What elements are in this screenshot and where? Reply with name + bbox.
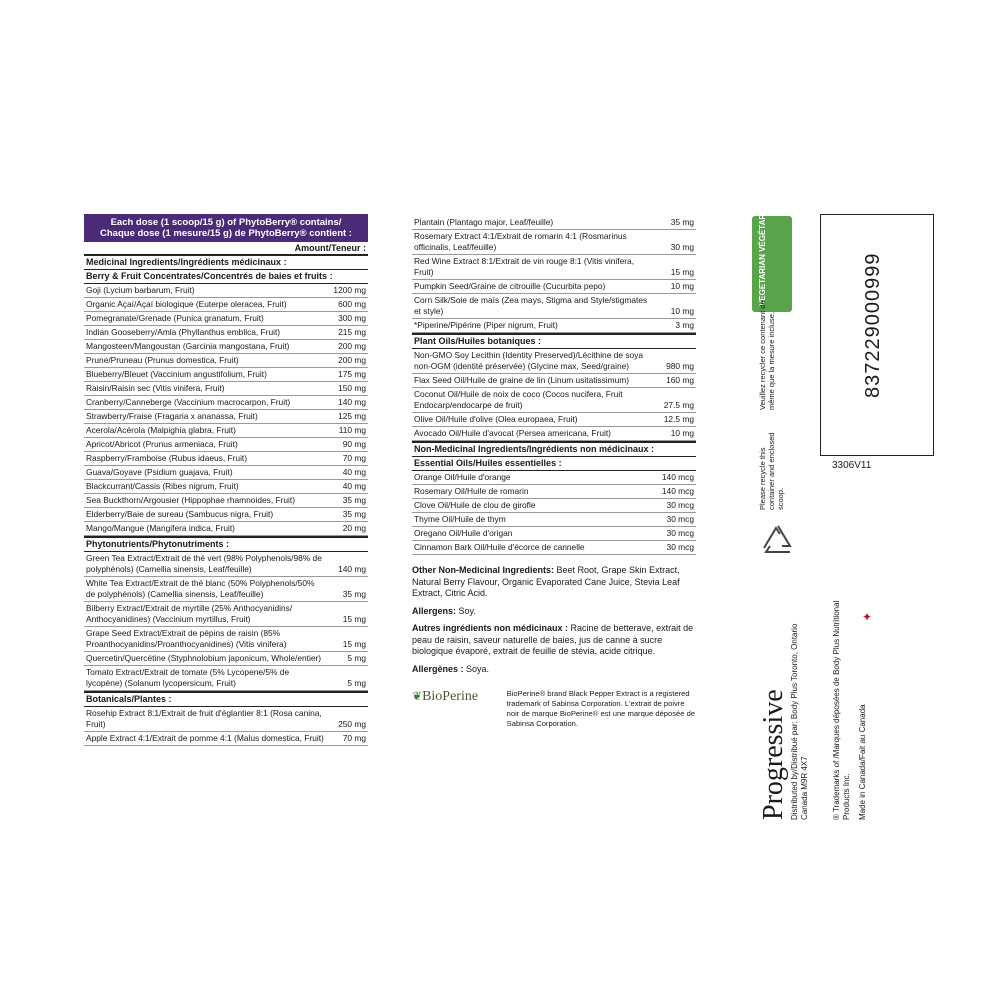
amount-heading: Amount/Teneur : [84, 242, 368, 256]
ingredient-amount: 300 mg [338, 313, 366, 323]
ingredient-amount: 250 mg [338, 719, 366, 729]
ingredient-amount: 12.5 mg [663, 414, 694, 424]
berry-title: Berry & Fruit Concentrates/Concentrés de baies et fruits : [84, 270, 368, 284]
ingredient-name: Rosemary Extract 4:1/Extrait de romarin 4:1 (Rosmarinus officinalis, Leaf/feuille) [414, 231, 627, 252]
upc-number: 837229000999 [862, 252, 884, 398]
ingredient-name: Blackcurrant/Cassis (Ribes nigrum, Fruit) [86, 481, 239, 491]
allergens-en [412, 606, 696, 618]
medicinal-title: Medicinal Ingredients/Ingrédients médicinaux : [84, 256, 368, 270]
vegetarian-text: VEGETARIAN VÉGÉTARIEN [758, 200, 767, 306]
ingredient-row [84, 340, 368, 354]
made-in-text: Made in Canada/Fait au Canada [858, 704, 867, 820]
ingredient-amount: 110 mg [338, 425, 366, 435]
ingredient-row [84, 396, 368, 410]
ingredient-name: Mangosteen/Mangoustan (Garcinia mangostana, Fruit) [86, 341, 290, 351]
ingredient-name: Grape Seed Extract/Extrait de pépins de raisin (85% Proanthocyanidins/Proanthocyanidines) (Vitis vinifera) [86, 628, 287, 649]
ingredient-amount: 10 mg [670, 306, 694, 316]
ingredient-amount: 40 mg [342, 467, 366, 477]
other-ingredients-fr-text: Racine de betterave, extrait de peau de raisin, saveur naturelle de baies, jus de canne à sucre biologique évaporé, extrait de feuille de stévia, acide citrique. [412, 623, 694, 656]
ingredient-amount: 30 mcg [666, 542, 694, 552]
ingredient-row [84, 508, 368, 522]
ingredient-row [84, 480, 368, 494]
ingredient-row [84, 707, 368, 732]
ingredient-name: Green Tea Extract/Extrait de thé vert (98% Polyphenols/98% de polyphénols) (Camellia sinensis, Leaf/feuille) [86, 553, 322, 574]
ingredient-amount: 980 mg [666, 361, 694, 371]
ingredient-name: Guava/Goyave (Psidium guajava, Fruit) [86, 467, 233, 477]
other-ingredients-en [412, 565, 696, 600]
allergens-fr [412, 664, 696, 676]
other-ingredients-fr [412, 623, 696, 658]
botanicals-title: Botanicals/Plantes : [84, 691, 368, 707]
ingredient-row [84, 382, 368, 396]
ingredient-row [84, 494, 368, 508]
ingredient-row [84, 577, 368, 602]
ingredient-amount: 35 mg [342, 495, 366, 505]
ingredient-row [412, 471, 696, 485]
ingredient-name: Non-GMO Soy Lecithin (Identity Preserved)/Lécithine de soya non-OGM (identité préservée) (Glycine max, Seed/graine) [414, 350, 644, 371]
ingredient-name: Acerola/Acérola (Malpighia glabra, Fruit) [86, 425, 236, 435]
ingredient-row [84, 424, 368, 438]
ingredient-row [84, 298, 368, 312]
ingredient-name: Avocado Oil/Huile d'avocat (Persea americana, Fruit) [414, 428, 611, 438]
ingredient-name: White Tea Extract/Extrait de thé blanc (50% Polyphenols/50% de polyphénols) (Camellia sinensis, Leaf/feuille) [86, 578, 315, 599]
ingredient-row [84, 666, 368, 691]
vegetarian-badge [752, 200, 792, 312]
other-ingredients-fr-label: Autres ingrédients non médicinaux : [412, 623, 569, 633]
phyto-title: Phytonutrients/Phytonutriments : [84, 536, 368, 552]
plant-oils-list [412, 349, 696, 441]
ingredient-name: Sea Buckthorn/Argousier (Hippophae rhamnoides, Fruit) [86, 495, 296, 505]
header-line-2: Chaque dose (1 mesure/15 g) de PhytoBerry® contient : [100, 228, 352, 239]
essential-oils-title: Essential Oils/Huiles essentielles : [412, 457, 696, 471]
botanicals-list [84, 707, 368, 746]
other-ingredients-en-text: Beet Root, Grape Skin Extract, Natural Berry Flavour, Organic Evaporated Cane Juice, Stevia Leaf Extract, Citric Acid. [412, 565, 680, 598]
ingredient-name: Prune/Pruneau (Prunus domestica, Fruit) [86, 355, 239, 365]
botanicals-continued-list [412, 216, 696, 333]
ingredient-name: Corn Silk/Soie de maïs (Zea mays, Stigma and Style/stigmates et style) [414, 295, 648, 316]
ingredient-name: Mango/Mangue (Mangifera indica, Fruit) [86, 523, 235, 533]
ingredient-amount: 215 mg [338, 327, 366, 337]
ingredient-row [412, 388, 696, 413]
ingredient-name: Strawberry/Fraise (Fragaria x ananassa, Fruit) [86, 411, 258, 421]
ingredient-amount: 70 mg [342, 453, 366, 463]
ingredient-amount: 140 mg [338, 397, 366, 407]
ingredient-name: Thyme Oil/Huile de thym [414, 514, 506, 524]
phyto-list [84, 552, 368, 691]
ingredient-amount: 5 mg [347, 678, 366, 688]
ingredient-amount: 30 mcg [666, 500, 694, 510]
ingredient-row [412, 527, 696, 541]
ingredient-name: Oregano Oil/Huile d'origan [414, 528, 513, 538]
ingredient-name: Pumpkin Seed/Graine de citrouille (Cucurbita pepo) [414, 281, 606, 291]
berry-list [84, 284, 368, 536]
ingredient-amount: 10 mg [670, 428, 694, 438]
table-header [84, 214, 368, 242]
ingredient-amount: 15 mg [342, 614, 366, 624]
ingredient-amount: 200 mg [338, 341, 366, 351]
ingredient-name: Organic Açaí/Açaí biologique (Euterpe oleracea, Fruit) [86, 299, 287, 309]
ingredient-amount: 10 mg [670, 281, 694, 291]
supplement-facts-table-left [84, 214, 368, 746]
ingredient-row [412, 349, 696, 374]
ingredient-row [412, 280, 696, 294]
allergens-fr-text: Soya. [463, 663, 490, 674]
ingredient-row [84, 732, 368, 746]
ingredient-amount: 1200 mg [333, 285, 366, 295]
ingredient-amount: 35 mg [342, 509, 366, 519]
leaf-icon: ❦ [412, 689, 423, 703]
ingredient-name: Raisin/Raisin sec (Vitis vinifera, Fruit) [86, 383, 225, 393]
allergens-fr-label: Allergènes : [412, 663, 464, 674]
allergens-en-text: Soy. [456, 605, 476, 616]
ingredient-row [412, 427, 696, 441]
ingredient-name: Quercetin/Quercétine (Styphnolobium japonicum, Whole/entier) [86, 653, 322, 663]
lot-code: 3306V11 [832, 460, 872, 471]
ingredient-row [84, 452, 368, 466]
ingredient-name: Pomegranate/Grenade (Punica granatum, Fruit) [86, 313, 264, 323]
ingredient-name: Apricot/Abricot (Prunus armeniaca, Fruit) [86, 439, 238, 449]
ingredient-row [412, 319, 696, 333]
non-medicinal-title: Non-Medicinal Ingredients/Ingrédients non médicinaux : [412, 441, 696, 457]
ingredient-row [84, 552, 368, 577]
ingredient-amount: 30 mg [670, 242, 694, 252]
ingredient-name: *Piperine/Pipérine (Piper nigrum, Fruit) [414, 320, 558, 330]
distributor-text: Distributed by/Distribué par: Body Plus Toronto, Ontario Canada M9R 4X7 [790, 623, 809, 820]
ingredient-row [412, 216, 696, 230]
ingredient-amount: 125 mg [338, 411, 366, 421]
recycle-text-fr: Veuillez recycler ce contenant de même que la mesure incluse. [758, 300, 776, 410]
ingredient-row [412, 294, 696, 319]
bioperine-logo-text: BioPerine [422, 689, 479, 704]
ingredient-row [84, 410, 368, 424]
ingredient-row [84, 466, 368, 480]
ingredient-amount: 175 mg [338, 369, 366, 379]
ingredient-amount: 90 mg [342, 439, 366, 449]
ingredient-row [412, 374, 696, 388]
brand-logo: Progressive [758, 689, 789, 820]
ingredient-row [84, 627, 368, 652]
ingredient-name: Flax Seed Oil/Huile de graine de lin (Linum usitatissimum) [414, 375, 630, 385]
ingredient-name: Tomato Extract/Extrait de tomate (5% Lycopene/5% de lycopène) (Solanum lycopersicum, Fruit) [86, 667, 290, 688]
ingredient-name: Red Wine Extract 8:1/Extrait de vin rouge 8:1 (Vitis vinifera, Fruit) [414, 256, 635, 277]
ingredient-name: Orange Oil/Huile d'orange [414, 472, 511, 482]
ingredient-name: Clove Oil/Huile de clou de girofle [414, 500, 536, 510]
plant-oils-title: Plant Oils/Huiles botaniques : [412, 333, 696, 349]
ingredient-row [84, 652, 368, 666]
ingredient-row [412, 513, 696, 527]
ingredient-name: Cinnamon Bark Oil/Huile d'écorce de cannelle [414, 542, 585, 552]
ingredient-row [412, 413, 696, 427]
ingredient-row [84, 284, 368, 298]
trademark-text: ® Trademarks of /Marques déposées de Body Plus Nutritional Products Inc. [832, 600, 851, 820]
allergens-en-label: Allergens: [412, 605, 457, 616]
ingredient-amount: 35 mg [342, 589, 366, 599]
recycle-icon [756, 520, 800, 564]
recycle-text-en: Please recycle this container and enclosed scoop. [758, 432, 785, 510]
ingredient-row [84, 312, 368, 326]
ingredient-name: Cranberry/Canneberge (Vaccinium macrocarpon, Fruit) [86, 397, 291, 407]
ingredient-amount: 30 mcg [666, 514, 694, 524]
ingredient-amount: 140 mcg [661, 472, 694, 482]
ingredient-amount: 200 mg [338, 355, 366, 365]
essential-oils-list [412, 471, 696, 555]
ingredient-amount: 5 mg [347, 653, 366, 663]
ingredient-row [412, 255, 696, 280]
other-ingredients-en-label: Other Non-Medicinal Ingredients: [412, 565, 555, 575]
ingredient-row [84, 522, 368, 536]
ingredient-name: Rosehip Extract 8:1/Extrait de fruit d'églantier 8:1 (Rosa canina, Fruit) [86, 708, 322, 729]
ingredient-amount: 15 mg [342, 639, 366, 649]
ingredient-name: Raspberry/Framboise (Rubus idaeus, Fruit) [86, 453, 248, 463]
ingredient-name: Plantain (Plantago major, Leaf/feuille) [414, 217, 554, 227]
supplement-facts-table-right [412, 216, 696, 729]
bioperine-trademark-text: BioPerine® brand Black Pepper Extract is a registered trademark of Sabinsa Corporation. L'extrait de poivre noir de marque BioPerine® est une marque déposée de Sabinsa Corporation. [506, 689, 696, 728]
ingredient-row [412, 499, 696, 513]
ingredient-row [84, 602, 368, 627]
ingredient-name: Blueberry/Bleuet (Vaccinium angustifolium, Fruit) [86, 369, 267, 379]
ingredient-row [412, 541, 696, 555]
ingredient-amount: 15 mg [670, 267, 694, 277]
ingredient-row [412, 485, 696, 499]
ingredient-amount: 150 mg [338, 383, 366, 393]
ingredient-name: Indian Gooseberry/Amla (Phyllanthus emblica, Fruit) [86, 327, 281, 337]
ingredient-amount: 140 mg [338, 564, 366, 574]
ingredient-row [84, 438, 368, 452]
ingredient-amount: 70 mg [342, 733, 366, 743]
ingredient-name: Apple Extract 4:1/Extrait de pomme 4:1 (Malus domestica, Fruit) [86, 733, 324, 743]
ingredient-row [84, 354, 368, 368]
ingredient-amount: 40 mg [342, 481, 366, 491]
ingredient-amount: 160 mg [666, 375, 694, 385]
ingredient-name: Goji (Lycium barbarum, Fruit) [86, 285, 195, 295]
ingredient-name: Bilberry Extract/Extrait de myrtille (25% Anthocyanidins/ Anthocyanidines) (Vaccinium myrtillus, Fruit) [86, 603, 293, 624]
bioperine-logo [412, 689, 507, 705]
ingredient-amount: 140 mcg [661, 486, 694, 496]
ingredient-amount: 35 mg [670, 217, 694, 227]
ingredient-amount: 30 mcg [666, 528, 694, 538]
bioperine-block [412, 689, 696, 729]
ingredient-row [84, 368, 368, 382]
ingredient-amount: 27.5 mg [663, 400, 694, 410]
ingredient-name: Coconut Oil/Huile de noix de coco (Cocos nucifera, Fruit Endocarp/endocarpe de fruit) [414, 389, 623, 410]
ingredient-name: Olive Oil/Huile d'olive (Olea europaea, Fruit) [414, 414, 578, 424]
maple-leaf-icon: ✦ [862, 610, 873, 624]
ingredient-row [84, 326, 368, 340]
ingredient-amount: 20 mg [342, 523, 366, 533]
header-line-1: Each dose (1 scoop/15 g) of PhytoBerry® contains/ [110, 217, 342, 228]
ingredient-name: Rosemary Oil/Huile de romarin [414, 486, 529, 496]
ingredient-amount: 3 mg [675, 320, 694, 330]
ingredient-row [412, 230, 696, 255]
ingredient-name: Elderberry/Baie de sureau (Sambucus nigra, Fruit) [86, 509, 274, 519]
ingredient-amount: 600 mg [338, 299, 366, 309]
